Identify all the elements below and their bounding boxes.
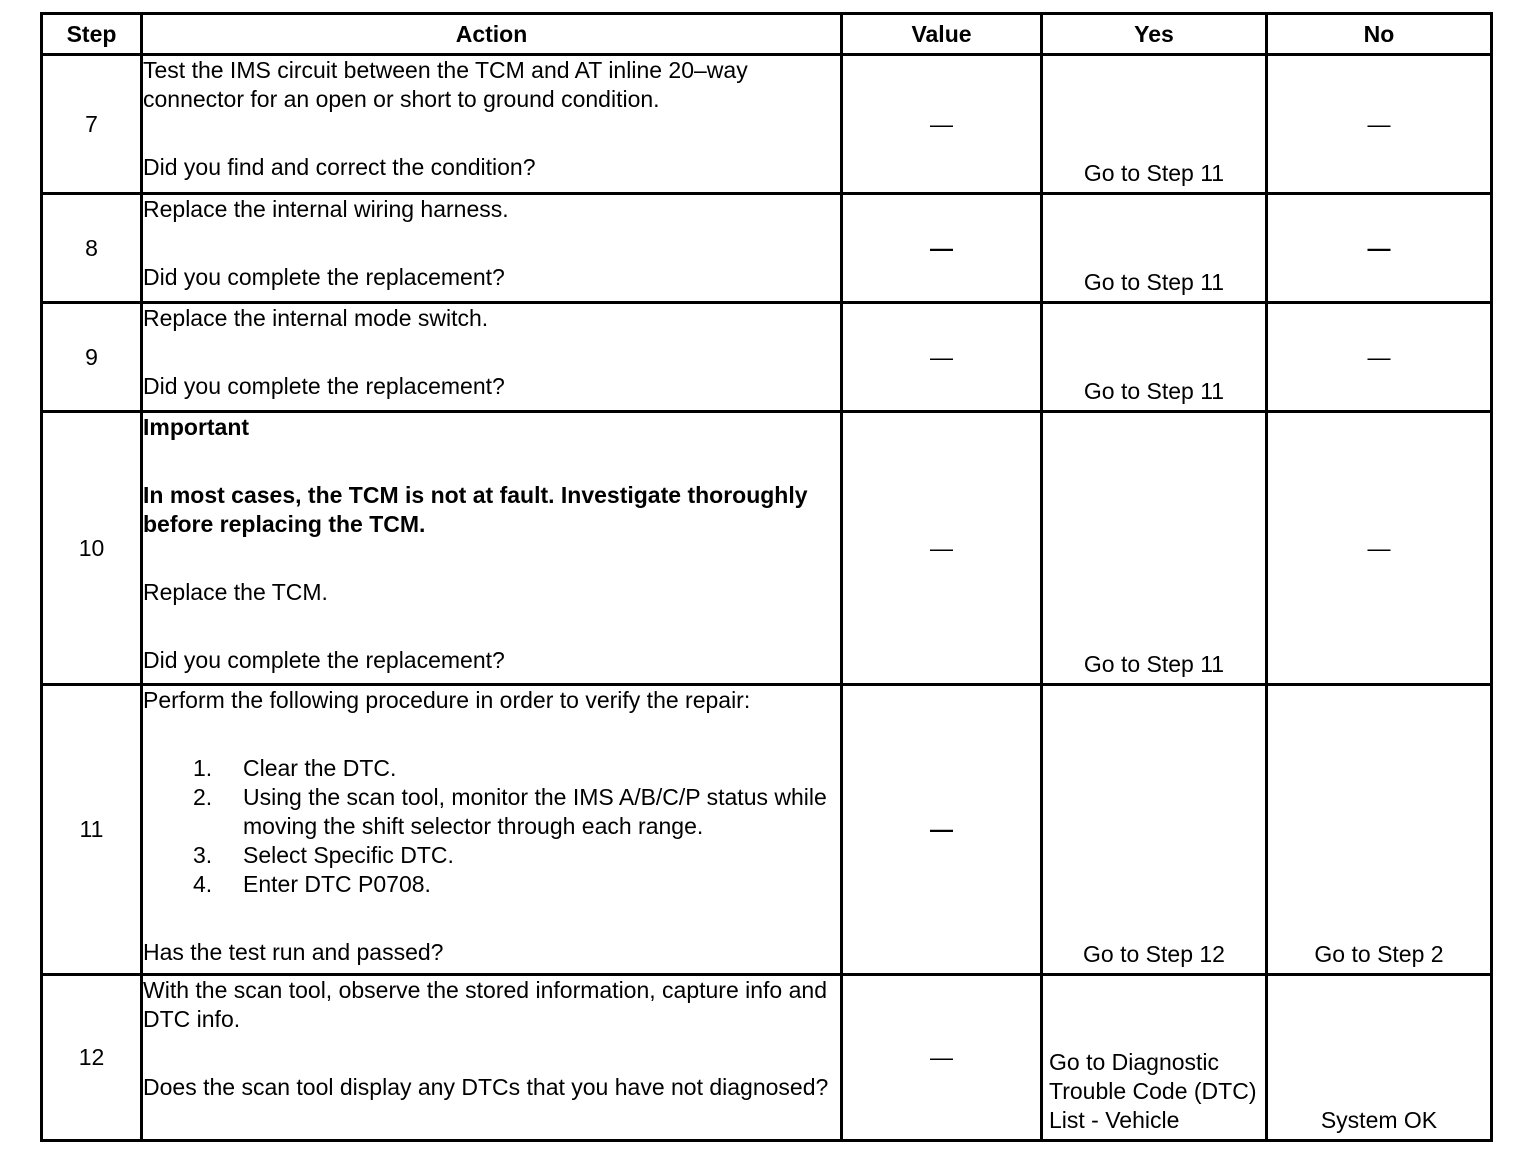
value-cell: —	[842, 685, 1042, 975]
table-row-step-8	[42, 194, 1492, 303]
no-cell: —	[1267, 55, 1492, 194]
value-cell: —	[842, 55, 1042, 194]
procedure-step	[143, 841, 840, 870]
no-cell	[1267, 685, 1492, 975]
action-cell	[142, 194, 842, 303]
action-cell	[142, 55, 842, 194]
yes-cell	[1042, 975, 1267, 1141]
header-action: Action	[142, 14, 842, 55]
yes-cell	[1042, 55, 1267, 194]
value-cell: —	[842, 975, 1042, 1141]
action-text: With the scan tool, observe the stored information, capture info and DTC info.	[143, 977, 827, 1032]
action-cell	[142, 412, 842, 685]
action-question: Did you complete the replacement?	[143, 647, 505, 673]
table-row-step-11	[42, 685, 1492, 975]
procedure-step-number: 3.	[193, 842, 213, 868]
table-row-step-9	[42, 303, 1492, 412]
header-step: Step	[42, 14, 142, 55]
yes-cell	[1042, 412, 1267, 685]
action-question: Does the scan tool display any DTCs that you have not diagnosed?	[143, 1074, 829, 1100]
step-number: 9	[42, 303, 142, 412]
no-cell: —	[1267, 194, 1492, 303]
action-text: Replace the internal wiring harness.	[143, 196, 509, 222]
header-yes: Yes	[1042, 14, 1267, 55]
action-text: Replace the internal mode switch.	[143, 305, 489, 331]
diagnostic-table-wrapper	[40, 12, 1493, 1142]
step-number: 12	[42, 975, 142, 1141]
step-number: 7	[42, 55, 142, 194]
yes-result: Go to Diagnostic Trouble Code (DTC) List - Vehicle	[1049, 1049, 1257, 1133]
action-question: Did you complete the replacement?	[143, 373, 505, 399]
step-number: 8	[42, 194, 142, 303]
action-cell	[142, 975, 842, 1141]
yes-result: Go to Step 12	[1083, 941, 1225, 967]
no-cell: —	[1267, 412, 1492, 685]
procedure-step-number: 4.	[193, 871, 213, 897]
value-cell: —	[842, 412, 1042, 685]
action-text: Replace the TCM.	[143, 579, 328, 605]
step-number: 11	[42, 685, 142, 975]
yes-cell	[1042, 303, 1267, 412]
no-result: Go to Step 2	[1314, 941, 1444, 967]
important-text: In most cases, the TCM is not at fault. Investigate thoroughly before replacing the TCM.	[143, 482, 808, 537]
no-cell: —	[1267, 303, 1492, 412]
action-cell	[142, 303, 842, 412]
action-text: Perform the following procedure in order to verify the repair:	[143, 687, 751, 713]
procedure-step-number: 2.	[193, 784, 213, 810]
yes-result: Go to Step 11	[1083, 651, 1225, 677]
no-cell	[1267, 975, 1492, 1141]
procedure-step-text: Using the scan tool, monitor the IMS A/B/C/P status while moving the shift selector through each range.	[243, 784, 827, 839]
important-title: Important	[143, 414, 250, 440]
procedure-step-text: Select Specific DTC.	[243, 842, 454, 868]
action-question: Did you find and correct the condition?	[143, 154, 536, 180]
action-text: Test the IMS circuit between the TCM and AT inline 20–way connector for an open or short to ground condition.	[143, 57, 748, 112]
procedure-step	[143, 754, 840, 783]
procedure-list	[143, 754, 840, 899]
yes-result: Go to Step 11	[1083, 269, 1225, 295]
yes-result: Go to Step 11	[1083, 160, 1225, 186]
no-result: System OK	[1320, 1107, 1438, 1133]
procedure-step	[143, 783, 840, 841]
action-question: Did you complete the replacement?	[143, 264, 505, 290]
action-question: Has the test run and passed?	[143, 939, 444, 965]
step-number: 10	[42, 412, 142, 685]
yes-result: Go to Step 11	[1083, 378, 1225, 404]
yes-cell	[1042, 194, 1267, 303]
header-no: No	[1267, 14, 1492, 55]
action-cell	[142, 685, 842, 975]
table-row-step-10	[42, 412, 1492, 685]
diagnostic-table	[40, 12, 1493, 1142]
yes-cell	[1042, 685, 1267, 975]
value-cell: —	[842, 303, 1042, 412]
value-cell: —	[842, 194, 1042, 303]
procedure-step-text: Enter DTC P0708.	[243, 871, 431, 897]
header-value: Value	[842, 14, 1042, 55]
table-header-row	[42, 14, 1492, 55]
procedure-step-number: 1.	[193, 755, 213, 781]
procedure-step	[143, 870, 840, 899]
procedure-step-text: Clear the DTC.	[243, 755, 397, 781]
table-row-step-7	[42, 55, 1492, 194]
table-row-step-12	[42, 975, 1492, 1141]
